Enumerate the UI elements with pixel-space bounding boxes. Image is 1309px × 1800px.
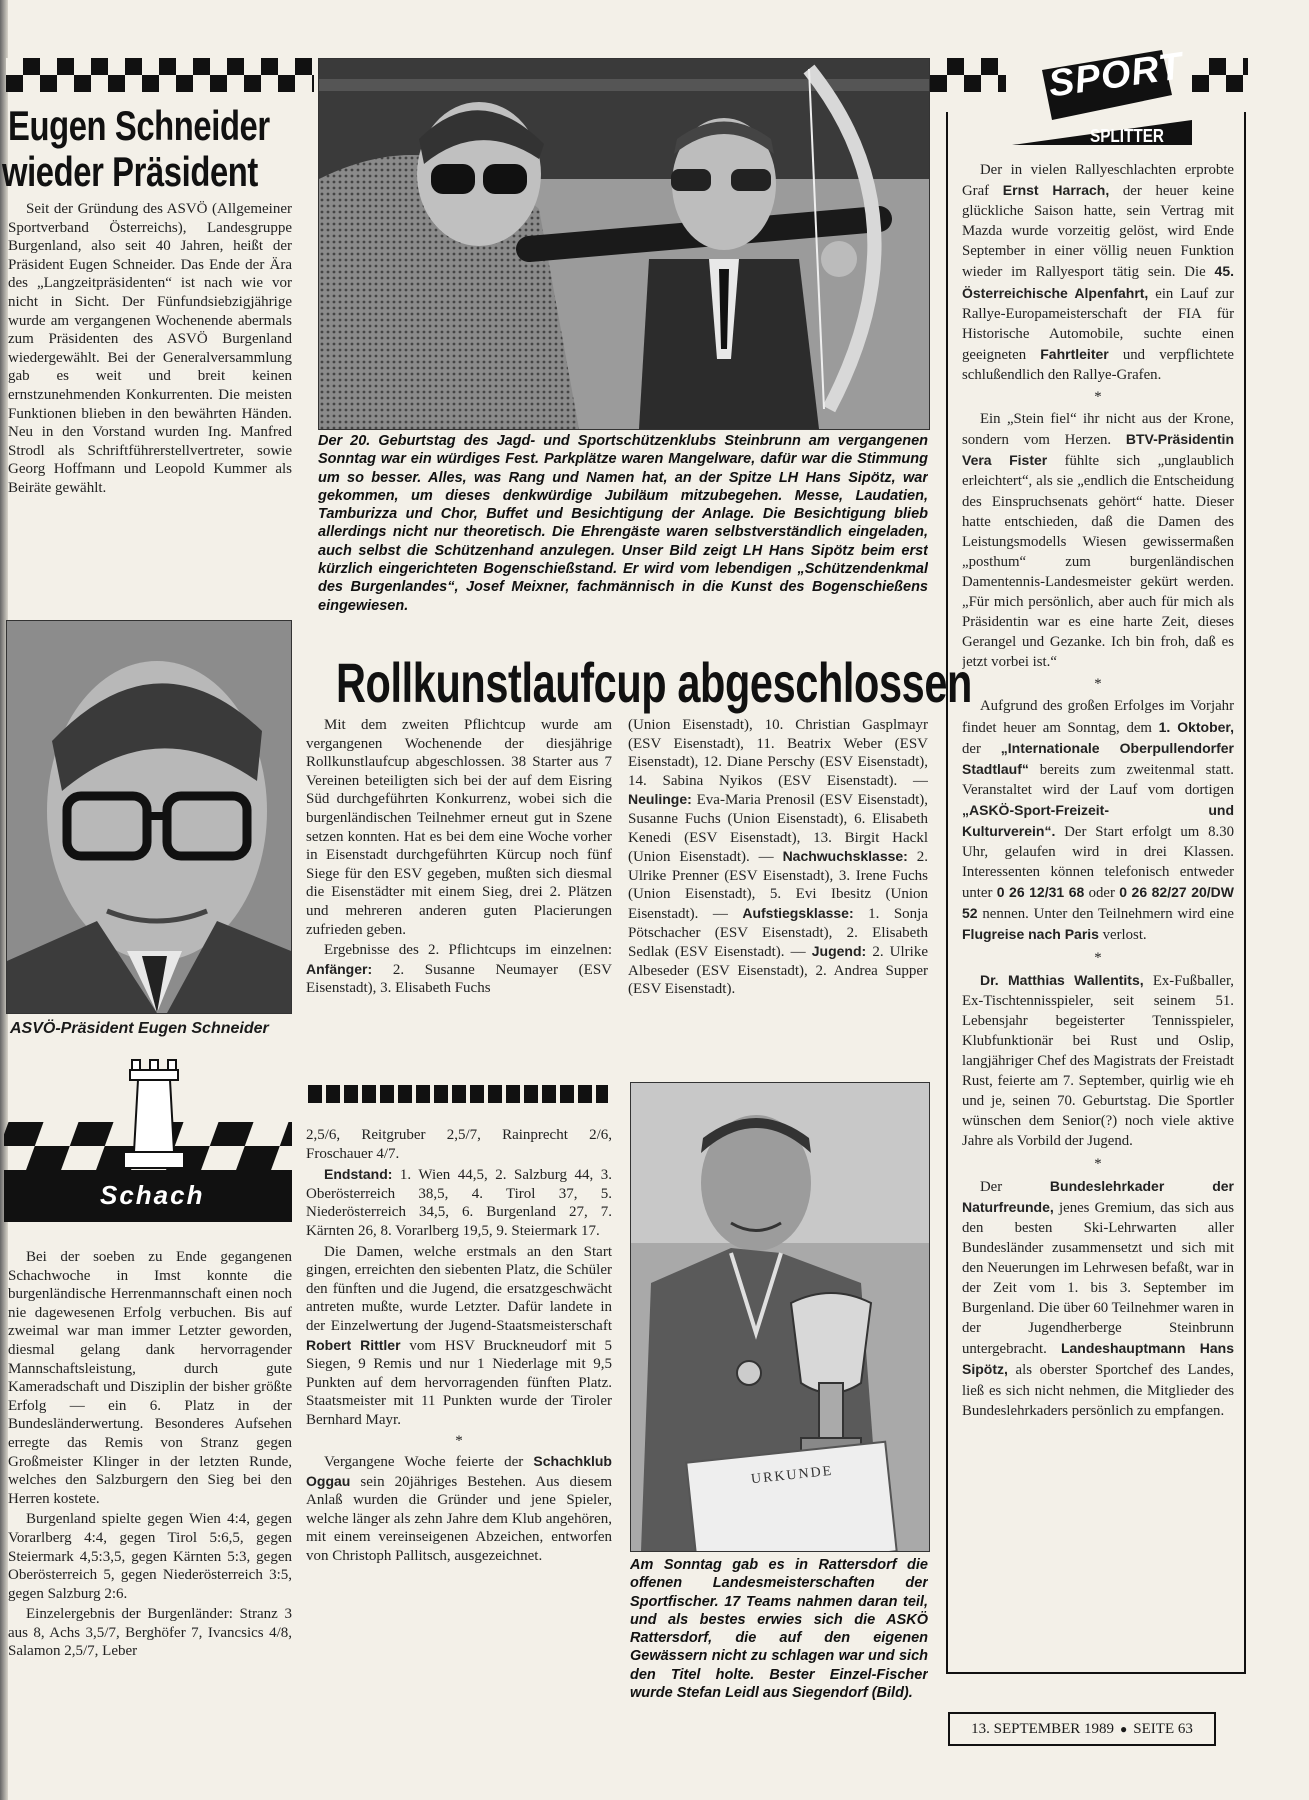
chess-left-p1: Bei der soeben zu Ende gegangenen Schachwoche in Imst konnte die burgenländische Herrenmannschaft einen noch nie dagewesenen Erfolg verbuchen. Bis auf zweimal war man immer Letzter geworden, diesmal gelang dank hervorragender Mannschaftsleistung, durch gute Kameradschaft und Disziplin der bisher größte Erfolg — ein 6. Platz in der Bundesländerwertung. Besonderes Aufsehen erregte das Remis von Stranz gegen Großmeister Klinger in der letzten Runde, welches den Salzburgern den Sieg bei den Herren kostete. [8, 1249, 292, 1507]
portrait-eugen-schneider [6, 620, 292, 1014]
roll-col1-text: Mit dem zweiten Pflichtcup wurde am vergangenen Wochenende der diesjährige Rollkunstlaufcup abgeschlossen. 38 Starter aus 7 Vereinen beteiligten sich bei der auf dem Eisring Süd durchgeführten Konkurrenz, wobei sich die burgenländischen Teilnehmer erneut gut in Szene setzen konnten. Hat es bei dem eine Woche vorher in Eisenstadt durchgeführten Kürcup noch fünf Siege für den ESV gegeben, mußten sich diesmal die Eisenstädter mit einem Sieg, drei 2. Plätzen und mehreren anderen guten Placierungen zufrieden geben. [306, 717, 612, 938]
chess-mid-column [306, 1126, 612, 1766]
splitter-p3-c: bereits zum zweitenmal statt. Veranstaltet wird der Lauf vom dortigen [962, 761, 1234, 798]
splitter-wallentits: Dr. Matthias Wallentits, [980, 971, 1144, 988]
chess-left-column [8, 1248, 292, 1778]
rook-icon [124, 1060, 184, 1168]
splitter-p3-e: oder [1084, 885, 1120, 902]
chess-mid-p1: 2,5/6, Reitgruber 2,5/7, Rainprecht 2/6, Froschauer 4/7. [306, 1127, 612, 1162]
chess-label: Schach [100, 1180, 205, 1210]
chess-mid-p3 [306, 1243, 612, 1430]
splitter-phone-2: 0 26 82/27 20/DW 52 [962, 884, 1234, 922]
chess-mid-p4-b: sein 20jähriges Bestehen. Aus diesem Anlaß wurden die Gründer und jene Spieler, welche länger als zehn Jahre dem Klub angehören, mit einem vereinseigenen Abzeichen, entworfen von Christoph Pallitsch, ausgezeichnet. [306, 1473, 612, 1565]
chess-mid-p3-a: Die Damen, welche erstmals an den Start gingen, erreichten den siebenten Platz, die Schüler den fünften und die Jugend, die ersatzgeschwächt antreten mußte, wurde Letzter. Dafür landete in der Einzelwertung der Jugend-Staatsmeisterschaft [306, 1243, 612, 1334]
splitter-verein: „ASKÖ-Sport-Freizeit- und Kulturverein“. [962, 801, 1234, 839]
splitter-fahrtleiter: Fahrtleiter [1040, 345, 1109, 362]
splitter-phone-1: 0 26 12/31 68 [996, 884, 1085, 901]
chess-mid-p4 [306, 1452, 612, 1566]
roll-column-1 [306, 716, 612, 1066]
roll-col1-results [306, 941, 612, 998]
chess-left-p3: Einzelergebnis der Burgenländer: Stranz 3 aus 8, Achs 3,5/7, Berghöfer 7, Ivancsics 4/8, Salamon 2,5/7, Leber [8, 1606, 292, 1660]
left-article-body [8, 200, 292, 580]
splitter-p2-b: fühlte sich „unglaublich erleichtert“, als sie „endlich die Entscheidung des Einspruchsenats gehört“ hatte. Dieser hatte entschieden, daß die Damen des Leistungsmodells Wiesen gewissermaßen „posthum“ zum burgenländischen Damentennis-Landesmeister gekürt werden. „Für mich persönlich, aber auch für mich als Präsidentin war es eine harte Zeit, dieses Gerangel und Gezanke. Ich bin froh, daß es jetzt vorbei ist.“ [962, 453, 1234, 671]
roll-label-anfaenger: Anfänger: [306, 960, 373, 977]
roll-label-nachwuchs: Nachwuchsklasse: [782, 848, 908, 865]
splitter-p5 [962, 1176, 1234, 1421]
splitter-star-4: * [1094, 1155, 1102, 1172]
footer-page-number: SEITE 63 [1133, 1720, 1193, 1737]
portrait-illustration [7, 621, 291, 1013]
roll-col2-e: 2. Ulrike Albeseder (ESV Eisenstadt), 2. Andrea Supper (ESV Eisenstadt). [628, 944, 928, 998]
splitter-p5-a: Der [980, 1178, 1050, 1195]
splitter-p1-b: der heuer keine glückliche Saison hatte, sein Vertrag mit Mazda wurde vorzeitig gelöst, wird Ende September in einer völlig neuen Funktion wieder im Rallyesport tätig sein. Die [962, 183, 1234, 281]
splitter-flugreise: Flugreise nach Paris [962, 926, 1099, 943]
roll-col2-b: Eva-Maria Prenosil (ESV Eisenstadt), Susanne Fuchs (Union Eisenstadt), 6. Elisabeth Kenedi (ESV Eisenstadt), 13. Birgit Hackl (Union Eisenstadt). — [628, 792, 928, 866]
splitter-star-2: * [1094, 676, 1102, 693]
archery-illustration [319, 59, 929, 429]
roll-col1-results-post: 2. Susanne Neumayer (ESV Eisenstadt), 3. Elisabeth Fuchs [306, 961, 612, 997]
roll-col2-c: 2. Ulrike Prenner (ESV Eisenstadt), 3. Irene Fuchs (Union Eisenstadt), 5. Evi Ibesitz (Union Eisenstadt). — [628, 849, 928, 922]
roll-col2-a: (Union Eisenstadt), 10. Christian Gasplmayr (ESV Eisenstadt), 11. Beatrix Weber (ESV Eisenstadt), 12. Diane Perschy (ESV Eisenstadt), 14. Sabina Nyikos (ESV Eisenstadt). — [628, 717, 928, 789]
splitter-p2-a: Ein „Stein fiel“ ihr nicht aus der Krone, sondern vom Herzen. [962, 411, 1234, 449]
splitter-stadtlauf: „Internationale Oberpullendorfer Stadtlauf“ [962, 739, 1234, 777]
chess-divider-bar [308, 1085, 608, 1103]
chess-star-divider: * [455, 1432, 463, 1449]
chess-mid-p4-a: Vergangene Woche feierte der [324, 1454, 534, 1471]
logo-sport-text: SPORT [1046, 45, 1186, 106]
splitter-p1-a: Der in vielen Rallyeschlachten erprobte Graf [962, 162, 1234, 200]
roll-column-2 [628, 716, 928, 1066]
roll-label-jugend: Jugend: [811, 943, 867, 960]
splitter-p3-f: nennen. Unter den Teilnehmern wird eine [977, 906, 1234, 923]
angler-caption: Am Sonntag gab es in Rattersdorf die offenen Landesmeisterschaften der Sportfischer. 17 Teams nahmen daran teil, und als bestes erwies sich die ASKÖ Rattersdorf, die auf den eigenen Gewässern nicht zu schlagen war und sich den Titel holte. Bester Einzel-Fischer wurde Stefan Leidl aus Siegendorf (Bild). [630, 1557, 928, 1702]
splitter-date: 1. Oktober, [1158, 718, 1234, 735]
archery-caption: Der 20. Geburtstag des Jagd- und Sportschützenklubs Steinbrunn am vergangenen Sonntag war ein würdiges Fest. Parkplätze waren Mangelware, dafür war die Stimmung um so besser. Alles, was Rang und Namen hat, an der Spitze LH Hans Sipötz, war gekommen, um dieses denkwürdige Jubiläum mitzubegehen. Messe, Laudatien, Tamburizza und Chor, Buffet und Besichtigung der Anlage. Die Besichtigung blieb allerdings nicht nur theoretisch. Die Ehrengäste waren selbstverständlich eingeladen, auch selbst die Schützenhand anzulegen. Unser Bild zeigt LH Hans Sipötz beim erst kürzlich eingerichteten Bogenschießstand. Er wird vom lebendigen „Schützendenkmal des Burgenlandes“, Josef Meixner, fachmännisch in die Kunst des Bogenschießens eingewiesen. [318, 433, 928, 614]
splitter-star-1: * [1094, 389, 1102, 406]
splitter-p4-a: Ex-Fußballer, Ex-Tischtennisspieler, seit seinem 51. Lebensjahr begeisterter Tennisspieler, Klubfunktionär bei Rust und Oslip, langjähriger Chef des Magistrats der Freistadt Rust, feierte am 7. September, quirlig wie eh und je, seinen 70. Geburtstag. Die Sportler wünschen dem Senior(?) noch viele aktive Jahre als Vorbild der Jugend. [962, 972, 1234, 1150]
roll-headline: Rollkunstlaufcup abgeschlossen [336, 651, 972, 714]
splitter-p5-c: als oberster Sportchef des Landes, ließ es sich nicht nehmen, die Mitglieder des Bundeslehrkaders persönlich zu empfangen. [962, 1362, 1234, 1419]
page-footer [948, 1712, 1216, 1746]
roll-col2-text [628, 716, 928, 999]
chess-rittler-name: Robert Rittler [306, 1336, 401, 1353]
certificate-text: URKUNDE [750, 1463, 834, 1488]
splitter-p3-g: verlost. [1098, 927, 1147, 944]
left-headline-2: wieder Präsident [2, 148, 258, 195]
splitter-p3-d: Der Start erfolgt um 8.30 Uhr, gelaufen wird in drei Klassen. Interessenten können telefonisch entweder unter [962, 824, 1234, 902]
splitter-p1-d: und verpflichtete schlußendlich den Rallye-Grafen. [962, 346, 1234, 383]
splitter-p3-b: der [962, 740, 1001, 757]
checker-bar-right-1 [930, 58, 1006, 92]
chess-mid-p2 [306, 1165, 612, 1240]
splitter-p2 [962, 409, 1234, 672]
checker-bar-left [6, 58, 314, 92]
splitter-p3-a: Aufgrund des großen Erfolges im Vorjahr findet heuer am Sonntag, dem [962, 698, 1234, 736]
splitter-alpenfahrt: 45. Österreichische Alpenfahrt, [962, 263, 1234, 301]
footer-bullet: ● [1120, 1721, 1128, 1736]
archery-photo [318, 58, 930, 430]
splitter-star-3: * [1094, 949, 1102, 966]
logo-splitter-text: SPLITTER [1090, 126, 1164, 146]
splitter-harrach: Ernst Harrach, [1002, 182, 1110, 199]
splitter-sipoetz: Landeshauptmann Hans Sipötz, [962, 1340, 1234, 1378]
angler-photo [630, 1082, 930, 1552]
splitter-p3 [962, 696, 1234, 945]
splitter-column [962, 160, 1234, 1672]
chess-endstand-text: 1. Wien 44,5, 2. Salzburg 44, 3. Oberösterreich 38,5, 4. Tirol 37, 5. Niederösterreich 34,5, 6. Burgenland 27, 7. Kärnten 26, 8. Vorarlberg 19,5, 9. Steiermark 17. [306, 1167, 612, 1239]
chess-mid-p3-b: vom HSV Bruckneudorf mit 5 Siegen, 9 Remis und nur 1 Niederlage mit 9,5 Punkten auf dem hervorragenden fünften Platz. Staatsmeister mit 11 Punkten wurde der Tiroler Bernhard Mayr. [306, 1337, 612, 1428]
roll-label-neulinge: Neulinge: [628, 791, 692, 808]
splitter-fister: BTV-Präsidentin Vera Fister [962, 431, 1234, 469]
splitter-naturfreunde: Bundeslehrkader der Naturfreunde, [962, 1177, 1234, 1215]
splitter-p4 [962, 970, 1234, 1152]
footer-date: 13. SEPTEMBER 1989 [971, 1720, 1115, 1737]
left-headline-1: Eugen Schneider [8, 102, 270, 149]
splitter-p1-c: ein Lauf zur Rallye-Europameisterschaft der FIA für Historische Automobile, suchte einen geeigneten [962, 285, 1234, 363]
portrait-caption: ASVÖ-Präsident Eugen Schneider [10, 1020, 269, 1037]
chess-left-p2: Burgenland spielte gegen Wien 4:4, gegen Vorarlberg 4:4, gegen Tirol 5:6,5, gegen Steiermark 4,5:3,5, gegen Kärnten 5:3, gegen Oberösterreich 5, gegen Niederösterreich 3:5, gegen Salzburg 2:6. [8, 1511, 292, 1602]
splitter-p1 [962, 160, 1234, 385]
roll-col2-d: 1. Sonja Pötschacher (ESV Eisenstadt), 2. Elisabeth Sedlak (ESV Eisenstadt). — [628, 905, 928, 961]
chess-endstand-label: Endstand: [324, 1166, 393, 1183]
checker-bar-right-2 [1192, 58, 1248, 92]
roll-label-aufstieg: Aufstiegsklasse: [742, 904, 854, 921]
chess-oggau-name: Schachklub Oggau [306, 1453, 612, 1489]
splitter-p5-b: jenes Gremium, das sich aus den besten Ski-Lehrwarten aller Bundesländer zusammensetzt und sich mit den Neuerungen im Lehrwesen befaßt, war in der Zeit vom 1. bis 3. September im Burgenland. Die über 60 Teilnehmer waren in der Jugendherberge Steinbrunn untergebracht. [962, 1199, 1234, 1358]
roll-col1-results-pre: Ergebnisse des 2. Pflichtcups im einzelnen: [324, 942, 612, 959]
left-article-text: Seit der Gründung des ASVÖ (Allgemeiner Sportverband Österreichs), Landesgruppe Burgenland, also seit 40 Jahren, heißt der Präsident Eugen Schneider. Das Ende der Ära des „Langzeitpräsidenten“ ist nach wie vor nicht in Sicht. Der Fünfundsiebzigjährige wurde am vergangenen Wochenende abermals zum Präsidenten des ASVÖ Burgenland wiedergewählt. Bei der Generalversammlung gab es weit und breit keinen ernstzunehmenden Konkurrenten. Die meisten Funktionen blieben in den bewährten Händen. Neu in den Vorstand wurden Ing. Manfred Strodl als Schriftführerstellvertreter, sowie Georg Hoffmann und Leopold Kummer als Beiräte gewählt. [8, 201, 292, 496]
